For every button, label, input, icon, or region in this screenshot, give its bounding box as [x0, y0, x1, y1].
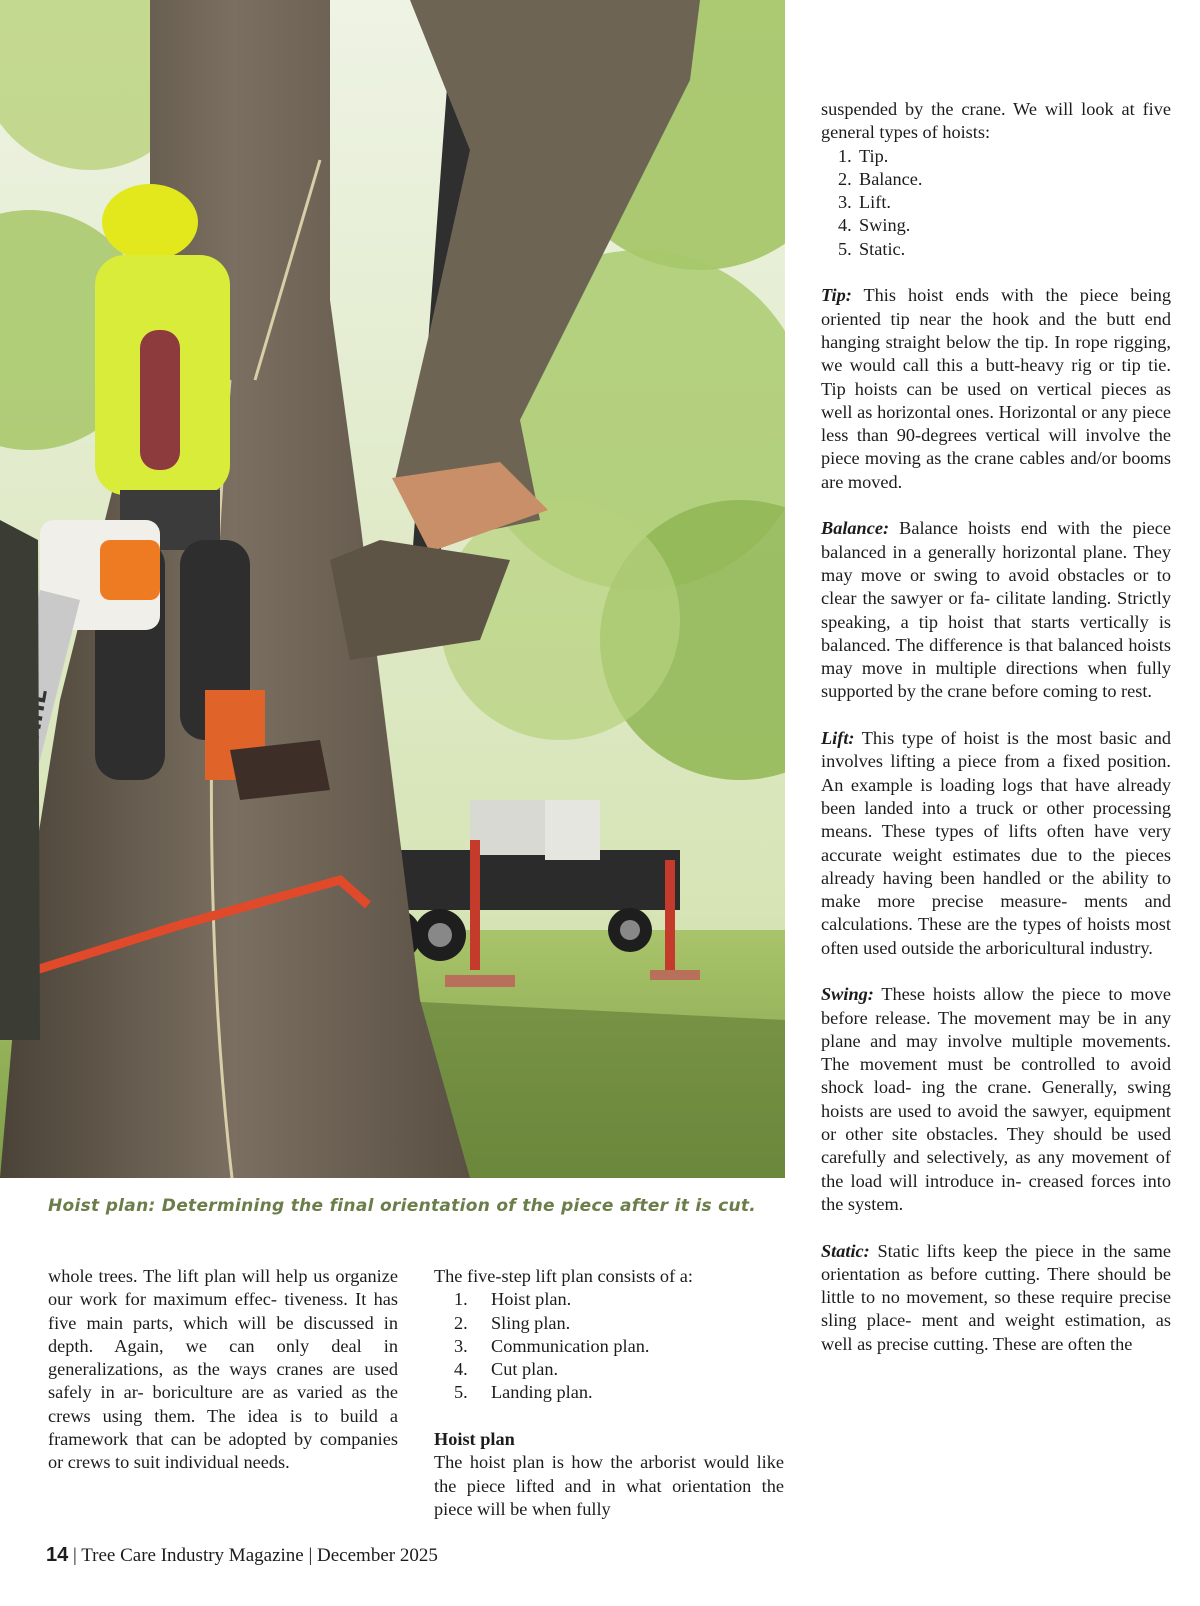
page-number: 14 — [46, 1544, 69, 1566]
list-item: 1. Tip. — [838, 145, 889, 166]
text-line: framework that can be adopted by — [48, 1429, 313, 1450]
photo-illustration — [0, 0, 785, 1178]
text-line: organize our work for maximum effec- — [48, 1266, 398, 1310]
lift-paragraph: Lift: This type of hoist is the most basic and involves lifting a piece from a fixed position. An example is loading logs that have already been landed into a truck or other processing means. These types of lifts often have very accurate weight estimates due to the pieces already having been handled or the ability to make more precise measure- ments and calculations. These are the types of hoists most often used outside the arboricultural industry. — [821, 728, 1171, 958]
text-line: five general types of hoists: — [821, 99, 1171, 143]
list-item: 3. Communication plan. — [454, 1335, 650, 1356]
lift-plan-intro: The five-step lift plan consists of a: — [434, 1266, 693, 1286]
list-item: 4. Swing. — [838, 215, 911, 236]
text-line: tiveness. It has five main parts, which — [48, 1289, 398, 1333]
col1-paragraph — [48, 1265, 398, 1475]
list-item: 1. Hoist plan. — [454, 1289, 572, 1310]
issue-date: December 2025 — [317, 1545, 438, 1566]
footer-separator: | — [308, 1545, 313, 1566]
term-static: Static: — [821, 1240, 870, 1261]
list-item: 4. Cut plan. — [454, 1359, 559, 1380]
text-line: would like the piece lifted and in what — [434, 1452, 784, 1496]
term-lift: Lift: — [821, 728, 855, 749]
text-line: whole trees. The lift plan will help us — [48, 1266, 330, 1286]
term-tip: Tip: — [821, 285, 852, 306]
column-1 — [48, 1265, 398, 1475]
text-line: suspended by the crane. We will look at — [821, 99, 1135, 119]
text-line: can only deal in generalizations, as — [48, 1335, 398, 1380]
section-heading-hoist-plan: Hoist plan — [434, 1429, 515, 1450]
text-line: companies or crews to suit individual — [48, 1429, 398, 1473]
list-item: 2. Sling plan. — [454, 1312, 571, 1333]
list-item: 5. Static. — [838, 238, 906, 259]
text-line: orientation the piece will be when fully — [434, 1475, 784, 1519]
text-line: the ways cranes are used safely in ar- — [48, 1359, 398, 1403]
photo-caption: Hoist plan: Determining the final orientation of the piece after it is cut. — [48, 1196, 757, 1216]
balance-paragraph: Balance: Balance hoists end with the piece balanced in a generally horizontal plane. They may move or swing to avoid obstacles or to clear the sawyer or fa- cilitate landing. Strictly speaking, a tip hoist that starts vertically is balanced. The difference is that balanced hoists may move in multiple directions when fully supported by the crane before coming to rest. — [821, 518, 1172, 702]
text-line: boriculture are as varied as the crews — [48, 1382, 399, 1426]
magazine-name: Tree Care Industry Magazine — [81, 1545, 304, 1566]
term-balance: Balance: — [821, 518, 890, 539]
text-line: needs. — [243, 1452, 290, 1473]
footer-separator: | — [73, 1545, 77, 1566]
tip-paragraph: Tip: This hoist ends with the piece being oriented tip near the hook and the butt end hanging straight below the tip. In rope rigging, we would call this a butt-heavy rig or tip tie. Tip hoists can be used on vertical pieces as well as horizontal ones. Horizontal or any piece less than 90-degrees vertical will involve the piece moving as the crane cables and/or booms are moved. — [821, 285, 1172, 492]
list-item: 2. Balance. — [838, 168, 923, 189]
swing-paragraph: Swing: These hoists allow the piece to move before release. The movement may be in any plane and may involve multiple movements. The movement must be controlled to avoid shock load- ing the crane. Generally, swing hoists are used to avoid the sawyer, equipment or other site obstacles. They should be used carefully and selectively, as any movement of the load will introduce in- creased forces into the system. — [821, 984, 1172, 1214]
static-paragraph: Static: Static lifts keep the piece in the same orientation as before cutting. There should be little to no movement, so these require precise sling place- ment and weight estimation, as well as precise cutting. These are often the — [821, 1240, 1172, 1354]
column-3 — [821, 98, 1171, 1356]
lift-plan-steps — [434, 1288, 784, 1404]
hoist-types-intro — [821, 98, 1171, 145]
list-item: 3. Lift. — [838, 192, 891, 213]
list-item: 5. Landing plan. — [454, 1382, 593, 1403]
column-2 — [434, 1265, 784, 1521]
text-line: using them. The idea is to build a — [102, 1405, 398, 1426]
term-swing: Swing: — [821, 984, 874, 1005]
hoist-plan-paragraph — [434, 1451, 784, 1521]
page-footer — [46, 1544, 438, 1567]
text-line: will be discussed in depth. Again, we — [48, 1312, 398, 1356]
text-line: The hoist plan is how the arborist — [434, 1452, 696, 1473]
article-photo — [0, 0, 785, 1178]
hoist-types-list — [821, 145, 1171, 261]
